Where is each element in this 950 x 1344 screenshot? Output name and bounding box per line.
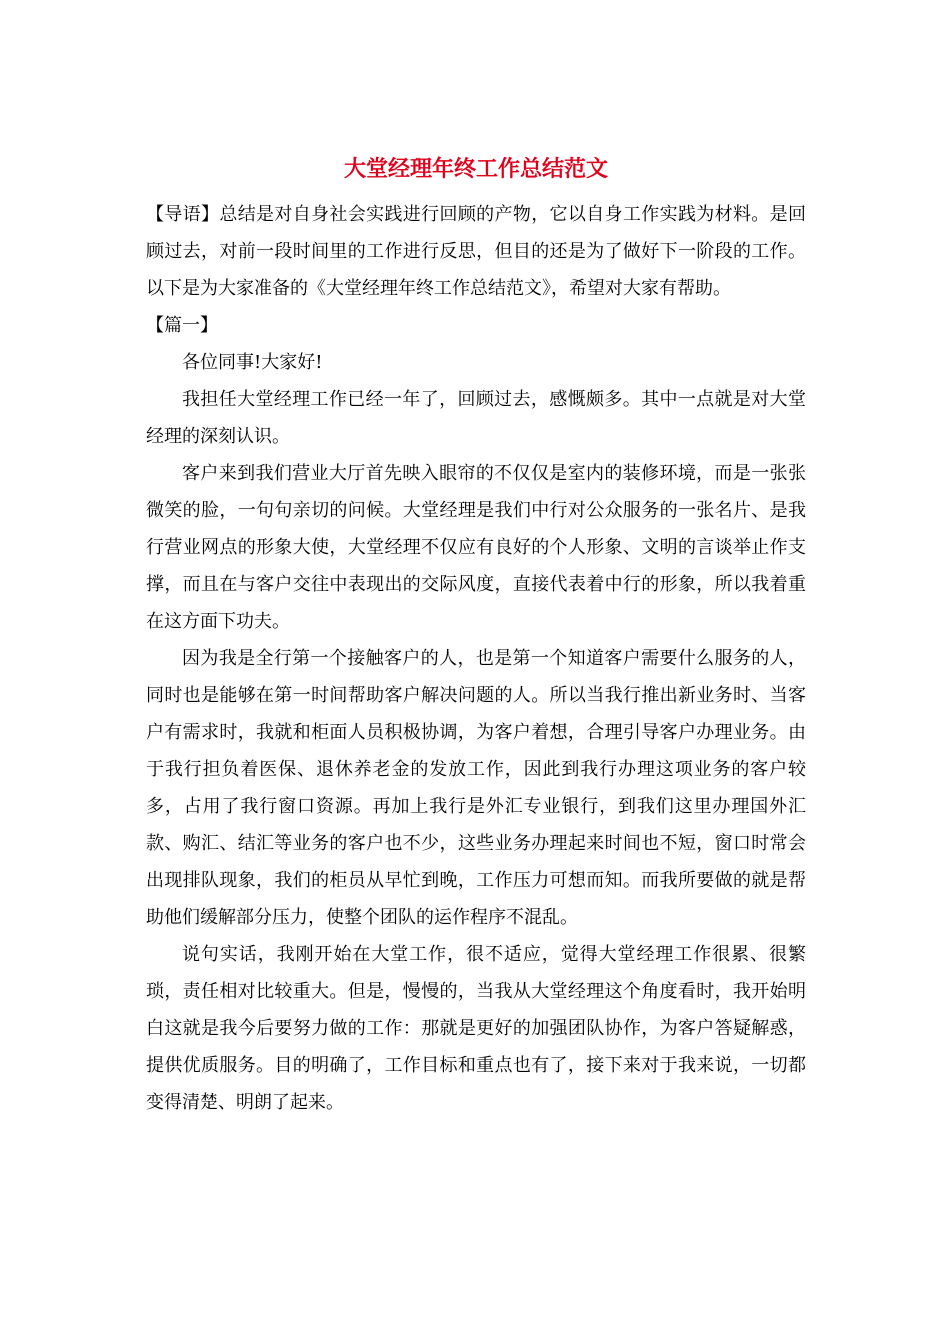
document-title: 大堂经理年终工作总结范文 <box>343 157 608 182</box>
greeting-paragraph: 各位同事!大家好! <box>182 352 323 373</box>
body-paragraph-2: 客户来到我们营业大厅首先映入眼帘的不仅仅是室内的装修环境，而是一张张微笑的脸，一句句亲切的问候。大堂经理是我们中行对公众服务的一张名片、是我行营业网点的形象大使，大堂经理不仅应有良好的个人形象、文明的言谈举止作支撑，而且在与客户交往中表现出的交际风度，直接代表着中行的形象，所以我着重在这方面下功夫。 <box>146 463 806 632</box>
intro-paragraph: 【导语】总结是对自身社会实践进行回顾的产物，它以自身工作实践为材料。是回顾过去，对前一段时间里的工作进行反思，但目的还是为了做好下一阶段的工作。以下是为大家准备的《大堂经理年终工作总结范文》，希望对大家有帮助。 <box>146 204 806 299</box>
body-paragraph-1: 我担任大堂经理工作已经一年了，回顾过去，感慨颇多。其中一点就是对大堂经理的深刻认识。 <box>146 389 806 447</box>
section-label: 【篇一】 <box>146 315 218 336</box>
body-paragraph-3: 因为我是全行第一个接触客户的人，也是第一个知道客户需要什么服务的人，同时也是能够在第一时间帮助客户解决问题的人。所以当我行推出新业务时、当客户有需求时，我就和柜面人员积极协调，为客户着想，合理引导客户办理业务。由于我行担负着医保、退休养老金的发放工作，因此到我行办理这项业务的客户较多，占用了我行窗口资源。再加上我行是外汇专业银行，到我们这里办理国外汇款、购汇、结汇等业务的客户也不少，这些业务办理起来时间也不短，窗口时常会出现排队现象，我们的柜员从早忙到晚，工作压力可想而知。而我所要做的就是帮助他们缓解部分压力，使整个团队的运作程序不混乱。 <box>146 648 806 928</box>
body-paragraph-4: 说句实话，我刚开始在大堂工作，很不适应，觉得大堂经理工作很累、很繁琐，责任相对比较重大。但是，慢慢的，当我从大堂经理这个角度看时，我开始明白这就是我今后要努力做的工作：那就是更好的加强团队协作，为客户答疑解惑，提供优质服务。目的明确了，工作目标和重点也有了，接下来对于我来说，一切都变得清楚、明朗了起来。 <box>146 944 806 1113</box>
document-page <box>146 150 806 1121</box>
